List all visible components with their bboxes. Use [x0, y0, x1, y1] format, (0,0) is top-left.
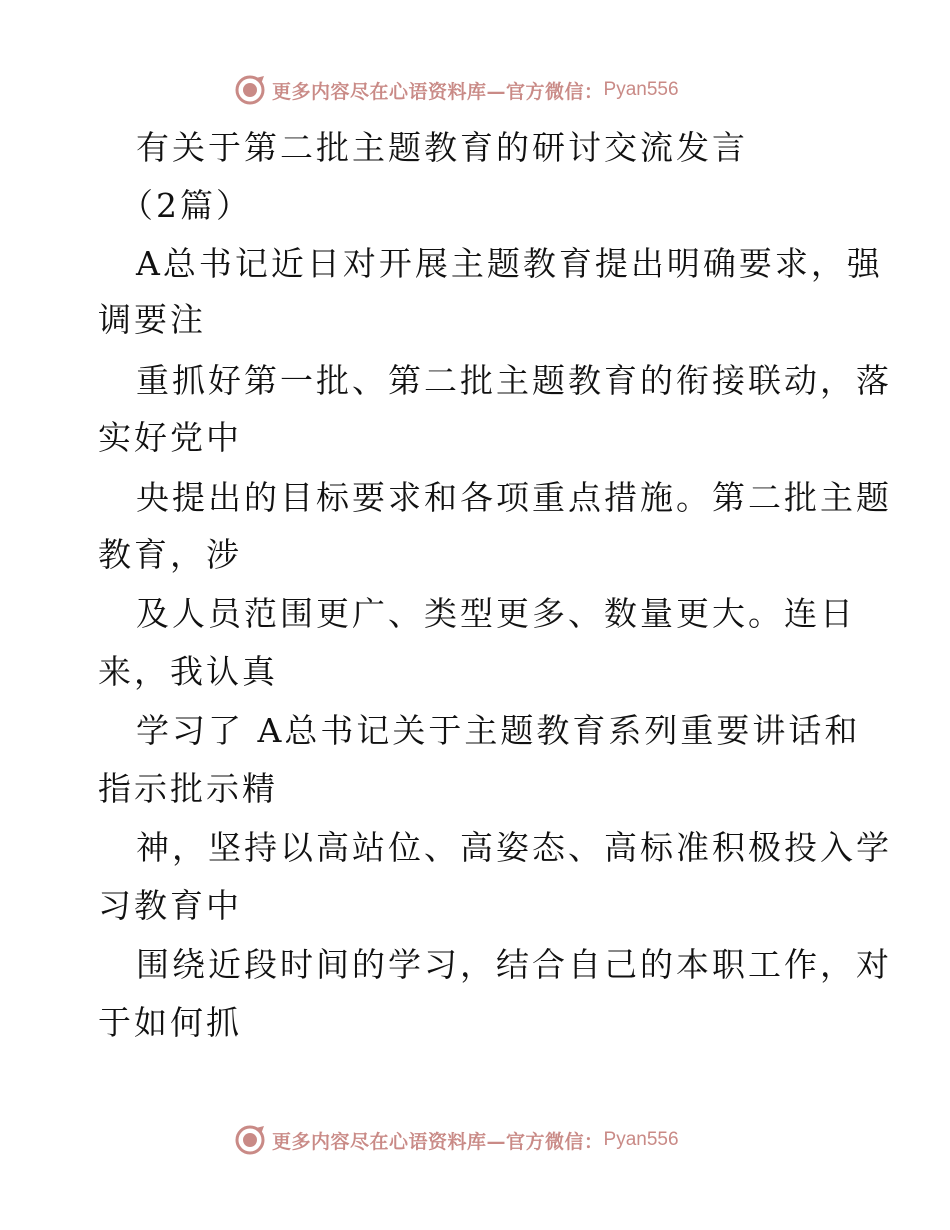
- paragraph-line: 来，我认真: [98, 652, 278, 691]
- header-watermark: [234, 72, 679, 108]
- pen-logo-icon: [234, 1124, 266, 1156]
- paragraph-line: 实好党中: [98, 418, 242, 457]
- paragraph-line: 于如何抓: [98, 1003, 242, 1042]
- paragraph-line: A总书记近日对开展主题教育提出明确要求，强: [136, 244, 883, 283]
- paragraph-line: 习教育中: [98, 886, 242, 925]
- watermark-text: 更多内容尽在心语资料库—官方微信：: [272, 80, 604, 103]
- paragraph-line: 及人员范围更广、类型更多、数量更大。连日: [136, 594, 856, 633]
- document-title: 有关于第二批主题教育的研讨交流发言: [136, 128, 748, 167]
- paragraph-line: 指示批示精: [98, 769, 278, 808]
- paragraph-line: 教育，涉: [98, 535, 242, 574]
- paragraph-line: 神，坚持以高站位、高姿态、高标准积极投入学: [136, 828, 892, 867]
- watermark-wechat-id: Pyan556: [603, 79, 679, 100]
- paragraph-line: 学习了 A总书记关于主题教育系列重要讲话和: [136, 711, 861, 750]
- watermark-wechat-id: Pyan556: [603, 1129, 679, 1150]
- paragraph-line: 围绕近段时间的学习，结合自己的本职工作，对: [136, 945, 892, 984]
- paragraph-line: 重抓好第一批、第二批主题教育的衔接联动，落: [136, 361, 892, 400]
- pen-logo-icon: [234, 74, 266, 106]
- paragraph-line: 调要注: [98, 300, 206, 339]
- document-subtitle: （2篇）: [120, 186, 252, 225]
- paragraph-line: 央提出的目标要求和各项重点措施。第二批主题: [136, 478, 892, 517]
- watermark-text: 更多内容尽在心语资料库—官方微信：: [272, 1130, 604, 1153]
- footer-watermark: [234, 1122, 679, 1158]
